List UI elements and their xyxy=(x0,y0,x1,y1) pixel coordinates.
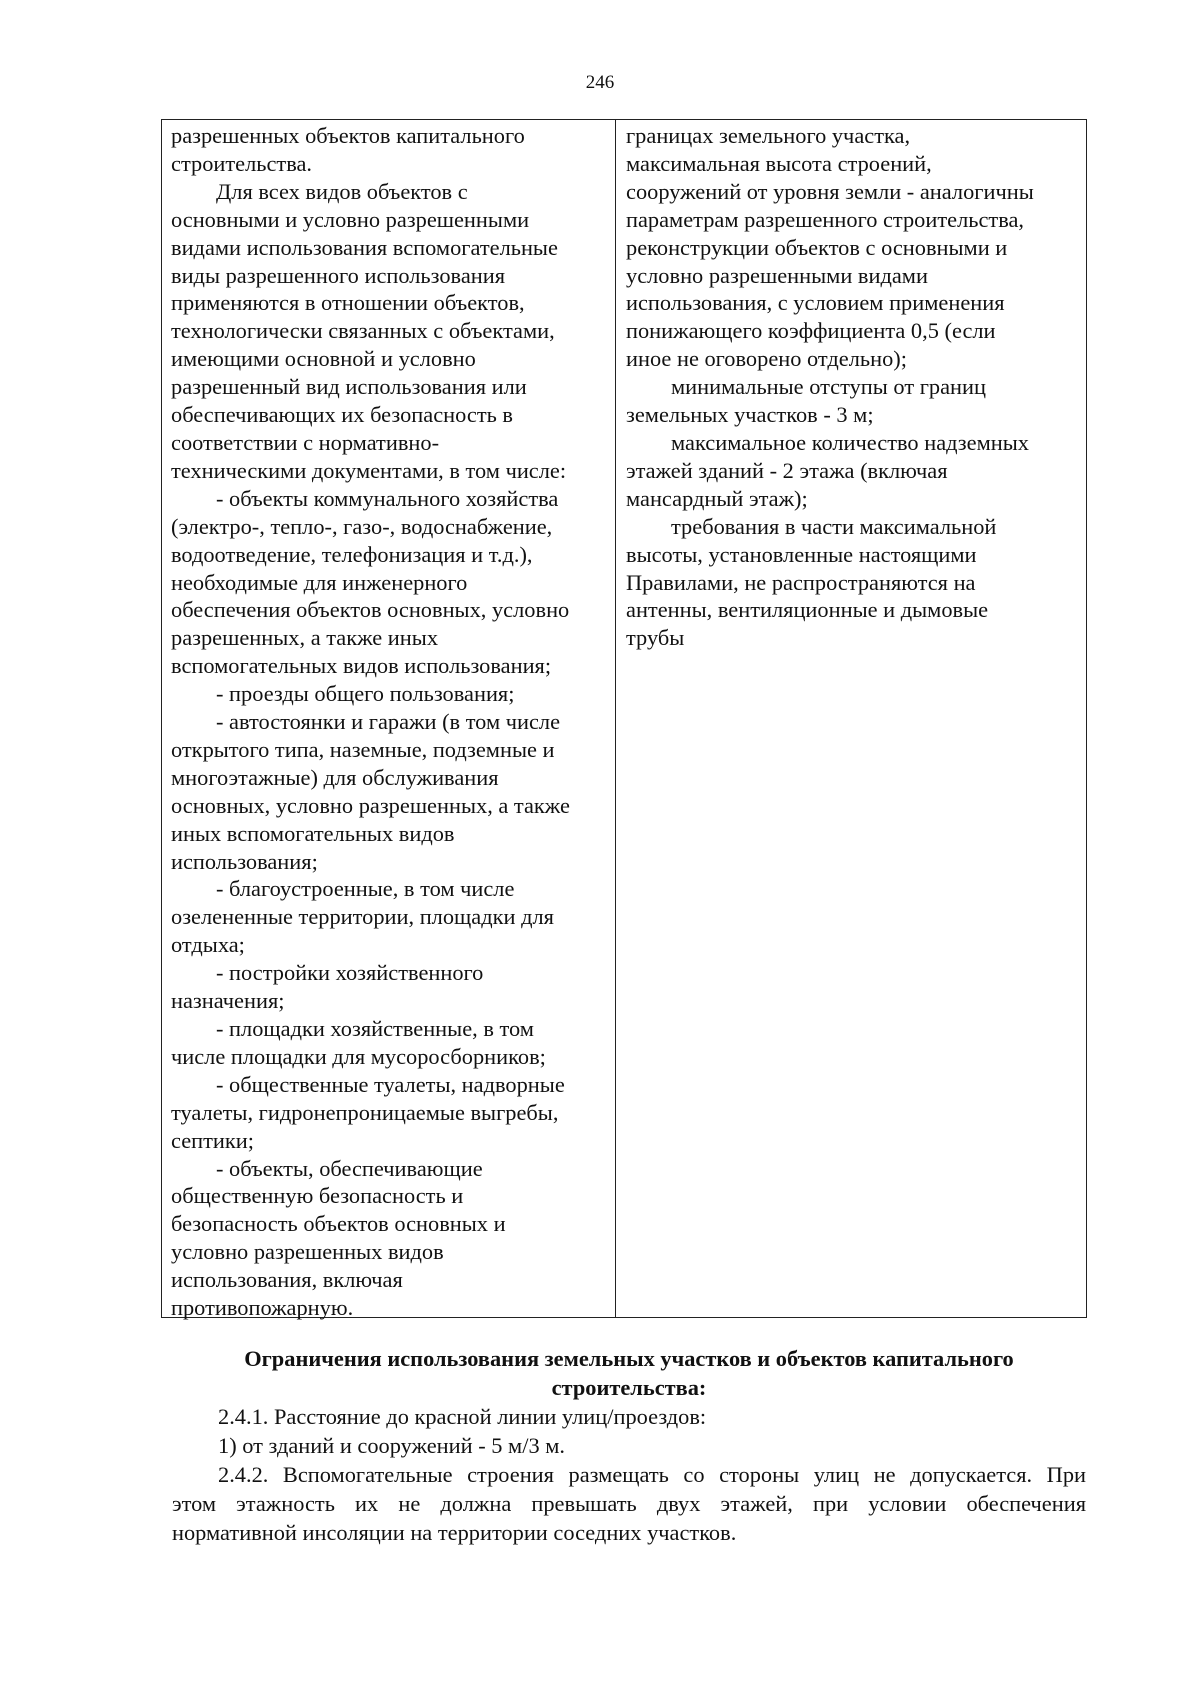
table-cell-line: имеющими основной и условно xyxy=(171,346,476,372)
table-cell-line: обеспечения объектов основных, условно xyxy=(171,597,570,623)
table-cell-line: общественную безопасность и xyxy=(171,1183,464,1209)
table-cell-line: техническими документами, в том числе: xyxy=(171,457,567,483)
table-cell-line: максимальное количество надземных xyxy=(671,429,1029,455)
paragraph-text: 2.4.1. Расстояние до красной линии улиц/проездов: xyxy=(218,1404,707,1429)
table-cell-line: вспомогательных видов использования; xyxy=(171,653,552,679)
table-cell-line: разрешенных объектов капитального xyxy=(171,123,525,148)
table-cell-line: туалеты, гидронепроницаемые выгребы, xyxy=(171,1099,559,1125)
table-cell-line: септики; xyxy=(171,1127,254,1153)
table-cell-line: - объекты коммунального хозяйства xyxy=(216,485,559,511)
table-cell-line: разрешенных, а также иных xyxy=(171,625,439,651)
table-cell-line: минимальные отступы от границ xyxy=(671,374,986,400)
table-cell-line: виды разрешенного использования xyxy=(171,262,506,288)
table-cell-line: основных, условно разрешенных, а также xyxy=(171,792,570,818)
table-cell-line: границах земельного участка, xyxy=(626,123,911,148)
table-cell-line: разрешенный вид использования или xyxy=(171,374,527,400)
table-cell-line: применяются в отношении объектов, xyxy=(171,290,525,316)
table-cell-line: - проезды общего пользования; xyxy=(216,681,515,707)
table-cell-line: водоотведение, телефонизация и т.д.), xyxy=(171,541,533,567)
section-heading xyxy=(172,1344,1086,1402)
table-cell-line: иных вспомогательных видов xyxy=(171,820,455,846)
table-cell-line: назначения; xyxy=(171,988,285,1014)
table-cell-line: использования, с условием применения xyxy=(626,290,1005,316)
paragraph-text: 1) от зданий и сооружений - 5 м/3 м. xyxy=(218,1433,566,1458)
table-cell-line: - автостоянки и гаражи (в том числе xyxy=(216,709,561,735)
table-cell-line: - площадки хозяйственные, в том xyxy=(216,1016,534,1041)
table-cell-line: многоэтажные) для обслуживания xyxy=(171,764,499,790)
table-cell-line: строительства. xyxy=(171,150,313,176)
table-cell-right xyxy=(616,120,1086,1317)
table-cell-line: - постройки хозяйственного xyxy=(216,960,484,986)
regulations-table xyxy=(161,119,1087,1321)
table-cell-line: озелененные территории, площадки для xyxy=(171,904,554,930)
table-cell-line: сооружений от уровня земли - аналогичны xyxy=(626,178,1034,204)
table-cell-line: - благоустроенные, в том числе xyxy=(216,876,515,902)
table-cell-line: необходимые для инженерного xyxy=(171,569,468,595)
table-cell-line: (электро-, тепло-, газо-, водоснабжение, xyxy=(171,513,553,539)
table-cell-line: открытого типа, наземные, подземные и xyxy=(171,736,555,762)
table-cell-line: соответствии с нормативно- xyxy=(171,429,440,455)
table-cell-line: этажей зданий - 2 этажа (включая xyxy=(626,457,948,483)
table-cell-line: противопожарную. xyxy=(171,1295,354,1321)
table-cell-line: видами использования вспомогательные xyxy=(171,234,558,260)
paragraph-line: 2.4.2. Вспомогательные строения размещать со стороны улиц не допускается. При xyxy=(218,1462,1086,1487)
table-cell-line: обеспечивающих их безопасность в xyxy=(171,402,513,428)
paragraph-line: нормативной инсоляции на территории соседних участков. xyxy=(172,1520,737,1545)
table-cell-line: технологически связанных с объектами, xyxy=(171,318,555,344)
table-cell-line: реконструкции объектов с основными и xyxy=(626,234,1008,260)
table-cell-line: Для всех видов объектов с xyxy=(216,178,468,204)
table-cell-line: Правилами, не распространяются на xyxy=(626,569,976,595)
page-number: 246 xyxy=(585,72,615,93)
paragraph-item-1 xyxy=(172,1431,1086,1460)
table-cell-line: максимальная высота строений, xyxy=(626,150,932,176)
paragraph-2-4-2 xyxy=(172,1460,1086,1547)
table-cell-line: использования, включая xyxy=(171,1267,403,1293)
table-cell-line: - общественные туалеты, надворные xyxy=(216,1071,565,1097)
table-cell-line: - объекты, обеспечивающие xyxy=(216,1155,483,1181)
paragraph-2-4-1 xyxy=(172,1402,1086,1431)
section-heading-line: строительства: xyxy=(551,1375,707,1400)
restrictions-section xyxy=(172,1344,1086,1547)
table-cell-line: земельных участков - 3 м; xyxy=(626,402,874,428)
table-cell-line: требования в части максимальной xyxy=(671,513,997,539)
table-cell-line: понижающего коэффициента 0,5 (если xyxy=(626,318,996,344)
table-cell-line: иное не оговорено отдельно); xyxy=(626,346,907,372)
table-cell-line: условно разрешенными видами xyxy=(626,262,928,288)
section-heading-line: Ограничения использования земельных участков и объектов капитального xyxy=(244,1346,1014,1371)
table-cell-line: высоты, установленные настоящими xyxy=(626,541,977,567)
table-cell-left xyxy=(162,120,616,1321)
table-cell-line: антенны, вентиляционные и дымовые xyxy=(626,597,989,623)
table-cell-line: безопасность объектов основных и xyxy=(171,1211,506,1237)
table-cell-line: использования; xyxy=(171,848,318,874)
table-cell-line: отдыха; xyxy=(171,932,245,958)
paragraph-line: этом этажность их не должна превышать двух этажей, при условии обеспечения xyxy=(172,1491,1086,1516)
table-cell-line: основными и условно разрешенными xyxy=(171,206,530,232)
table-cell-line: трубы xyxy=(626,625,685,651)
table-cell-line: мансардный этаж); xyxy=(626,485,808,511)
table-cell-line: условно разрешенных видов xyxy=(171,1239,444,1265)
table-cell-line: числе площадки для мусоросборников; xyxy=(171,1043,546,1069)
table-cell-line: параметрам разрешенного строительства, xyxy=(626,206,1025,232)
